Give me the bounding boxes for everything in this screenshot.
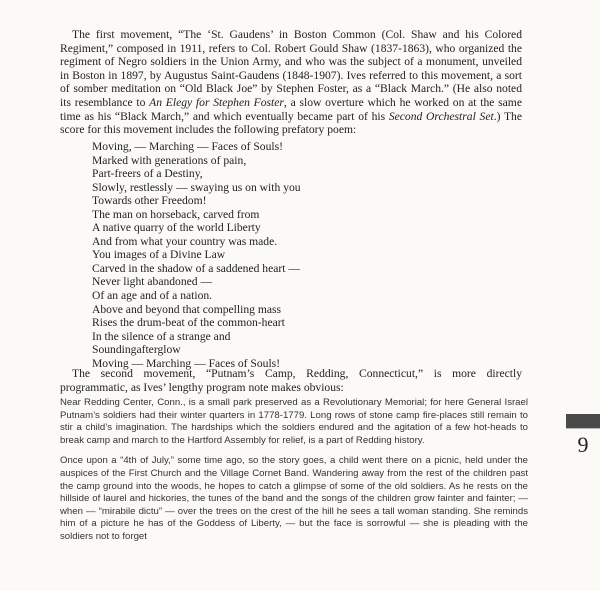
intro-title-elegy: An Elegy for Stephen Foster <box>149 95 284 109</box>
program-note-quote <box>60 397 528 552</box>
poem-line: Carved in the shadow of a saddened heart — <box>92 261 300 275</box>
page-number: 9 <box>577 432 589 457</box>
poem-line: In the silence of a strange and <box>92 329 231 343</box>
page-tab-divider <box>566 428 600 429</box>
second-movement-paragraph <box>60 367 522 394</box>
poem-line: Rises the drum-beat of the common-heart <box>92 316 285 330</box>
poem-line: Soundingafterglow <box>92 343 181 357</box>
poem-line: Of an age and of a nation. <box>92 289 213 303</box>
poem-line: Towards other Freedom! <box>92 194 207 208</box>
poem-line: Slowly, restlessly — swaying us on with you <box>92 180 301 194</box>
quote-paragraph: Near Redding Center, Conn., is a small park preserved as a Revolutionary Memorial; for here General Israel Putnam’s soldiers had their winter quarters in 1778-1779. Long rows of stone camp fire-places still remain to stir a child’s imagination. The hardships which the soldiers endured and the agitation of a few hot-heads to break camp and march to the Hartford Assembly for relief, is a part of Redding history. <box>60 397 528 446</box>
poem-line: Above and beyond that compelling mass <box>92 302 282 316</box>
intro-paragraph <box>60 28 522 137</box>
prefatory-poem <box>92 140 412 370</box>
poem-line: And from what your country was made. <box>92 234 278 248</box>
intro-text-1: The first movement, “The ‘St. Gaudens’ in Boston Common (Col. Shaw and his Colored Regiment,” composed in 1911, refers to Col. Robert Gould Shaw (1837-1863), who organized the regiment of Negro soldiers in the Union Army, and who was the subject of a monument, unveiled in Boston in 1897, by Augustus Saint-Gaudens (1848-1907). Ives referred to this movement, a sort of somber meditation on “Old Black Joe” by Stephen Foster, as a “Black March.” (He also noted its resemblance to <box>60 28 522 109</box>
poem-line: The man on horseback, carved from <box>92 207 260 221</box>
quote-paragraph: Once upon a “4th of July,” some time ago, so the story goes, a child went there on a picnic, held under the auspices of the First Church and the Village Cornet Band. Wandering away from the rest of the children past the camp ground into the woods, he hopes to catch a glimpse of some of the old soldiers. As he rests on the hillside of laurel and hickories, the tunes of the band and the songs of the children grow fainter and fainter; — when — “mirabile dictu” — over the trees on the crest of the hill he sees a tall woman standing. She reminds him of a picture he has of the Goddess of Liberty, — but the face is sorrowful — she is pleading with the soldiers not to forget <box>60 455 528 542</box>
page-tab-marker <box>566 414 600 428</box>
poem-line: Marked with generations of pain, <box>92 153 247 167</box>
intro-title-orchestral-set: Second Orchestral Set <box>388 109 494 123</box>
intro-text-3: .) The score for this movement includes the following prefatory poem: <box>60 109 522 137</box>
poem-line: A native quarry of the world Liberty <box>92 221 261 235</box>
poem-line: Part-freers of a Destiny, <box>92 167 203 181</box>
poem-line: You images of a Divine Law <box>92 248 226 262</box>
poem-line: Moving, — Marching — Faces of Souls! <box>92 140 283 153</box>
second-movement-text: The second movement, “Putnam’s Camp, Redding, Connecticut,” is more directly programmatic, as Ives’ lengthy program note makes obvious: <box>60 367 522 394</box>
poem-line: Moving — Marching — Faces of Souls! <box>92 356 281 370</box>
poem-line: Never light abandoned — <box>92 275 213 289</box>
intro-text-2: , a slow overture which he worked on at the same time as his “Black March,” and which eventually became part of his <box>60 95 522 123</box>
